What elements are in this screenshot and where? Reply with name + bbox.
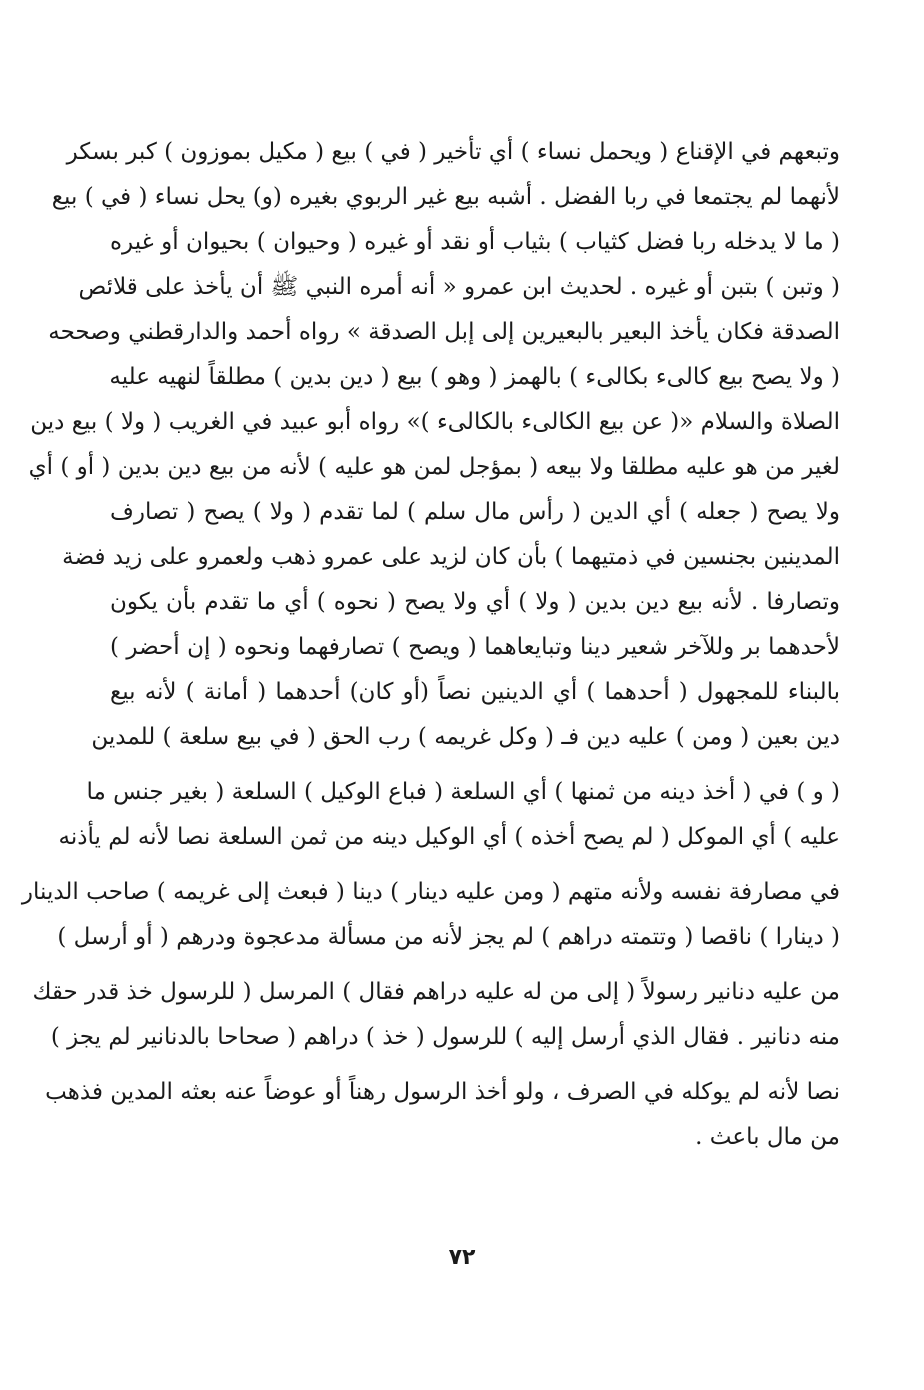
text-line: ( دينارا ) ناقصا ( وتتمته دراهم ) لم يجز لأنه من مسألة مدعجوة ودرهم ( أو أرسل ) [57,924,840,950]
text-line: ( ما لا يدخله ربا فضل كثياب ) بثياب أو نقد أو غيره ( وحيوان ) بحيوان أو غيره [110,229,840,255]
text-line: لغير من هو عليه مطلقا ولا بيعه ( بمؤجل لمن هو عليه ) لأنه من بيع دين بدين ( أو ) أي [28,454,840,480]
text-line: ( وتبن ) بتبن أو غيره . لحديث ابن عمرو « أنه أمره النبي ﷺ أن يأخذ على قلائص [78,274,840,300]
text-line: ( و ) في ( أخذ دينه من ثمنها ) أي السلعة ( فباع الوكيل ) السلعة ( بغير جنس ما [86,779,840,805]
text-line: في مصارفة نفسه ولأنه متهم ( ومن عليه دينار ) دينا ( فبعث إلى غريمه ) صاحب الدينار [21,879,840,905]
text-line: نصا لأنه لم يوكله في الصرف ، ولو أخذ الرسول رهناً أو عوضاً عنه بعثه المدين فذهب [45,1079,840,1105]
text-line: الصدقة فكان يأخذ البعير بالبعيرين إلى إبل الصدقة » رواه أحمد والدارقطني وصححه [48,319,840,345]
text-line: دين بعين ( ومن ) عليه دين فـ ( وكل غريمه ) رب الحق ( في بيع سلعة ) للمدين [91,724,840,750]
text-line: من مال باعث . [695,1124,840,1150]
text-line: من عليه دنانير رسولاً ( إلى من له عليه دراهم فقال ) المرسل ( للرسول خذ قدر حقك [32,979,840,1005]
text-line: المدينين بجنسين في ذمتيهما ) بأن كان لزيد على عمرو ذهب ولعمرو على زيد فضة [62,544,840,570]
text-line: لأحدهما بر وللآخر شعير دينا وتبايعاهما ( ويصح ) تصارفهما ونحوه ( إن أحضر ) [110,634,840,660]
page-number: ٧٢ [448,1245,476,1270]
text-line: وتصارفا . لأنه بيع دين بدين ( ولا ) أي ولا يصح ( نحوه ) أي ما تقدم بأن يكون [110,589,840,615]
text-line: بالبناء للمجهول ( أحدهما ) أي الدينين نصاً (أو كان) أحدهما ( أمانة ) لأنه بيع [110,679,840,705]
text-line: ( ولا يصح بيع كالىء بكالىء ) بالهمز ( وهو ) بيع ( دين بدين ) مطلقاً لنهيه عليه [109,364,840,390]
text-line: لأنهما لم يجتمعا في ربا الفضل . أشبه بيع غير الربوي بغيره (و) يحل نساء ( في ) بيع [51,184,840,210]
text-line: منه دنانير . فقال الذي أرسل إليه ) للرسول ( خذ ) دراهم ( صحاحا بالدنانير لم يجز ) [50,1024,840,1050]
text-line: الصلاة والسلام «( عن بيع الكالىء بالكالىء )» رواه أبو عبيد في الغريب ( ولا ) بيع دين [30,409,840,435]
text-line: ولا يصح ( جعله ) أي الدين ( رأس مال سلم ) لما تقدم ( ولا ) يصح ( تصارف [110,499,840,525]
text-line: وتبعهم في الإقناع ( ويحمل نساء ) أي تأخير ( في ) بيع ( مكيل بموزون ) كبر بسكر [66,139,840,165]
text-line: عليه ) أي الموكل ( لم يصح أخذه ) أي الوكيل دينه من ثمن السلعة نصا لأنه لم يأذنه [58,824,840,850]
